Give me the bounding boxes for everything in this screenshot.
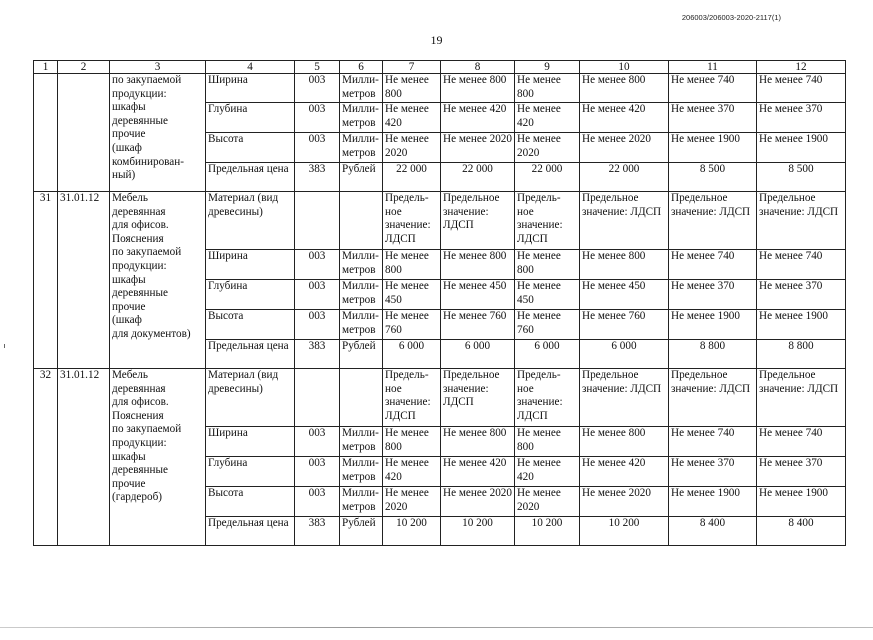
- value-cell-v12: 8 400: [757, 517, 846, 546]
- okpd-code: 31.01.12: [58, 369, 110, 546]
- value-cell-v11: Предельное значение: ЛДСП: [669, 192, 757, 250]
- value-cell-v12: Не менее 370: [757, 103, 846, 133]
- product-name-line: деревянные: [112, 114, 168, 127]
- value-cell-v12: Не менее 740: [757, 74, 846, 103]
- value-cell-v9: Не менее 2020: [515, 487, 580, 517]
- characteristic-name: Материал (вид древесины): [206, 369, 295, 427]
- value-cell-v8: 10 200: [441, 517, 515, 546]
- product-name-line: деревянная: [112, 205, 166, 218]
- value-cell-v7: 22 000: [383, 163, 441, 192]
- value-cell-v10: Не менее 760: [580, 310, 669, 340]
- value-cell-v9: Не менее 2020: [515, 133, 580, 163]
- value-cell-v11: Не менее 740: [669, 427, 757, 457]
- unit-name: Рублей: [340, 163, 383, 192]
- unit-name: Милли-метров: [340, 280, 383, 310]
- value-cell-v9: Не менее 450: [515, 280, 580, 310]
- table-body: [34, 74, 846, 546]
- unit-name: Милли-метров: [340, 310, 383, 340]
- value-cell-v11: 8 500: [669, 163, 757, 192]
- product-name-line: шкафы: [112, 450, 146, 463]
- row-number: [34, 74, 58, 192]
- table-row: [34, 74, 846, 103]
- value-cell-v9: Предель-ное значение: ЛДСП: [515, 369, 580, 427]
- row-number: 32: [34, 369, 58, 546]
- characteristic-name: Ширина: [206, 250, 295, 280]
- unit-name: Милли-метров: [340, 74, 383, 103]
- value-cell-v10: Не менее 800: [580, 74, 669, 103]
- unit-code: 383: [295, 340, 340, 369]
- value-cell-v8: Не менее 800: [441, 427, 515, 457]
- characteristic-name: Ширина: [206, 74, 295, 103]
- value-cell-v7: Не менее 2020: [383, 133, 441, 163]
- unit-name: Рублей: [340, 340, 383, 369]
- value-cell-v9: Не менее 760: [515, 310, 580, 340]
- value-cell-v10: 10 200: [580, 517, 669, 546]
- value-cell-v12: Не менее 370: [757, 280, 846, 310]
- value-cell-v11: Не менее 740: [669, 250, 757, 280]
- value-cell-v12: Не менее 740: [757, 427, 846, 457]
- value-cell-v11: Не менее 370: [669, 103, 757, 133]
- value-cell-v12: Предельное значение: ЛДСП: [757, 192, 846, 250]
- unit-name: Милли-метров: [340, 250, 383, 280]
- product-name: [110, 192, 206, 369]
- value-cell-v10: Предельное значение: ЛДСП: [580, 369, 669, 427]
- value-cell-v8: Не менее 760: [441, 310, 515, 340]
- page-number: 19: [430, 33, 443, 47]
- characteristic-name: Предельная цена: [206, 517, 295, 546]
- value-cell-v9: Не менее 420: [515, 103, 580, 133]
- characteristic-name: Высота: [206, 487, 295, 517]
- product-name-line: Пояснения: [112, 409, 164, 422]
- characteristics-table: [33, 60, 846, 546]
- unit-code: 383: [295, 163, 340, 192]
- col-header: 10: [580, 61, 669, 74]
- value-cell-v7: 10 200: [383, 517, 441, 546]
- col-header: 5: [295, 61, 340, 74]
- col-header: 8: [441, 61, 515, 74]
- value-cell-v12: Не менее 1900: [757, 133, 846, 163]
- characteristic-name: Материал (вид древесины): [206, 192, 295, 250]
- unit-code: 003: [295, 487, 340, 517]
- value-cell-v8: Не менее 2020: [441, 487, 515, 517]
- value-cell-v8: Предельное значение: ЛДСП: [441, 192, 515, 250]
- unit-name: Милли-метров: [340, 133, 383, 163]
- col-header: 4: [206, 61, 295, 74]
- unit-name: Рублей: [340, 517, 383, 546]
- value-cell-v11: Не менее 370: [669, 280, 757, 310]
- unit-name: Милли-метров: [340, 487, 383, 517]
- characteristic-name: Ширина: [206, 427, 295, 457]
- value-cell-v7: Предель-ное значение: ЛДСП: [383, 192, 441, 250]
- product-name-line: продукции:: [112, 436, 167, 449]
- value-cell-v7: Предель-ное значение: ЛДСП: [383, 369, 441, 427]
- column-number-row: [34, 61, 846, 74]
- okpd-code: [58, 74, 110, 192]
- unit-name: Милли-метров: [340, 103, 383, 133]
- unit-code: 003: [295, 103, 340, 133]
- product-name-line: прочие: [112, 128, 146, 141]
- col-header: 12: [757, 61, 846, 74]
- value-cell-v8: Не менее 800: [441, 74, 515, 103]
- unit-code: 003: [295, 74, 340, 103]
- value-cell-v10: Не менее 800: [580, 427, 669, 457]
- col-header: 1: [34, 61, 58, 74]
- characteristic-name: Глубина: [206, 457, 295, 487]
- value-cell-v11: Не менее 370: [669, 457, 757, 487]
- product-name: [110, 74, 206, 192]
- value-cell-v12: Предельное значение: ЛДСП: [757, 369, 846, 427]
- unit-code: 003: [295, 133, 340, 163]
- value-cell-v7: Не менее 800: [383, 74, 441, 103]
- product-name-line: для офисов.: [112, 396, 169, 409]
- unit-code: [295, 192, 340, 250]
- product-name-line: для офисов.: [112, 219, 169, 232]
- value-cell-v10: Не менее 2020: [580, 133, 669, 163]
- product-name-line: комбинирован-: [112, 155, 184, 168]
- unit-code: 383: [295, 517, 340, 546]
- unit-code: 003: [295, 310, 340, 340]
- product-name-line: для документов): [112, 327, 191, 340]
- product-name: [110, 369, 206, 546]
- value-cell-v9: 6 000: [515, 340, 580, 369]
- value-cell-v9: 10 200: [515, 517, 580, 546]
- value-cell-v8: Не менее 420: [441, 103, 515, 133]
- product-name-line: Мебель: [112, 369, 148, 381]
- value-cell-v12: 8 800: [757, 340, 846, 369]
- table-row: [34, 192, 846, 250]
- product-name-line: прочие: [112, 477, 146, 490]
- unit-code: [295, 369, 340, 427]
- value-cell-v7: Не менее 800: [383, 427, 441, 457]
- value-cell-v9: Не менее 800: [515, 427, 580, 457]
- value-cell-v10: Не менее 2020: [580, 487, 669, 517]
- characteristic-name: Глубина: [206, 280, 295, 310]
- value-cell-v11: Не менее 1900: [669, 487, 757, 517]
- row-number: 31: [34, 192, 58, 369]
- value-cell-v12: Не менее 1900: [757, 487, 846, 517]
- value-cell-v8: 6 000: [441, 340, 515, 369]
- characteristic-name: Предельная цена: [206, 340, 295, 369]
- product-name-line: шкафы: [112, 273, 146, 286]
- value-cell-v9: Предель-ное значение: ЛДСП: [515, 192, 580, 250]
- value-cell-v8: Предельное значение: ЛДСП: [441, 369, 515, 427]
- product-name-line: продукции:: [112, 259, 167, 272]
- product-name-line: Пояснения: [112, 232, 164, 245]
- value-cell-v12: Не менее 370: [757, 457, 846, 487]
- value-cell-v8: Не менее 450: [441, 280, 515, 310]
- unit-code: 003: [295, 427, 340, 457]
- product-name-line: продукции:: [112, 87, 167, 100]
- value-cell-v9: 22 000: [515, 163, 580, 192]
- product-name-line: по закупаемой: [112, 423, 182, 436]
- unit-code: 003: [295, 457, 340, 487]
- value-cell-v11: 8 800: [669, 340, 757, 369]
- col-header: 7: [383, 61, 441, 74]
- value-cell-v11: 8 400: [669, 517, 757, 546]
- unit-name: [340, 369, 383, 427]
- value-cell-v7: Не менее 800: [383, 250, 441, 280]
- product-name-line: шкафы: [112, 101, 146, 114]
- value-cell-v11: Не менее 740: [669, 74, 757, 103]
- characteristic-name: Глубина: [206, 103, 295, 133]
- scan-speck: [4, 344, 5, 348]
- product-name-line: прочие: [112, 300, 146, 313]
- value-cell-v9: Не менее 420: [515, 457, 580, 487]
- value-cell-v7: Не менее 2020: [383, 487, 441, 517]
- value-cell-v7: Не менее 420: [383, 457, 441, 487]
- value-cell-v10: 22 000: [580, 163, 669, 192]
- characteristic-name: Высота: [206, 133, 295, 163]
- value-cell-v11: Предельное значение: ЛДСП: [669, 369, 757, 427]
- value-cell-v11: Не менее 1900: [669, 133, 757, 163]
- product-name-line: деревянные: [112, 464, 168, 477]
- value-cell-v9: Не менее 800: [515, 250, 580, 280]
- col-header: 6: [340, 61, 383, 74]
- col-header: 2: [58, 61, 110, 74]
- value-cell-v10: Предельное значение: ЛДСП: [580, 192, 669, 250]
- product-name-line: деревянная: [112, 382, 166, 395]
- table-row: [34, 369, 846, 427]
- col-header: 9: [515, 61, 580, 74]
- value-cell-v7: Не менее 760: [383, 310, 441, 340]
- unit-code: 003: [295, 280, 340, 310]
- product-name-line: (гардероб): [112, 491, 162, 504]
- product-name-line: деревянные: [112, 287, 168, 300]
- value-cell-v7: 6 000: [383, 340, 441, 369]
- col-header: 3: [110, 61, 206, 74]
- value-cell-v8: Не менее 2020: [441, 133, 515, 163]
- product-name-line: (шкаф: [112, 314, 142, 327]
- unit-name: [340, 192, 383, 250]
- characteristic-name: Высота: [206, 310, 295, 340]
- unit-name: Милли-метров: [340, 427, 383, 457]
- value-cell-v10: Не менее 450: [580, 280, 669, 310]
- col-header: 11: [669, 61, 757, 74]
- value-cell-v8: Не менее 800: [441, 250, 515, 280]
- document-number: 206003/206003-2020-2117(1): [681, 13, 781, 22]
- product-name-line: ный): [112, 169, 136, 182]
- value-cell-v10: 6 000: [580, 340, 669, 369]
- scan-edge: [0, 627, 873, 628]
- unit-name: Милли-метров: [340, 457, 383, 487]
- value-cell-v12: Не менее 740: [757, 250, 846, 280]
- value-cell-v8: Не менее 420: [441, 457, 515, 487]
- value-cell-v10: Не менее 420: [580, 103, 669, 133]
- value-cell-v12: 8 500: [757, 163, 846, 192]
- characteristic-name: Предельная цена: [206, 163, 295, 192]
- unit-code: 003: [295, 250, 340, 280]
- value-cell-v10: Не менее 800: [580, 250, 669, 280]
- value-cell-v8: 22 000: [441, 163, 515, 192]
- product-name-line: (шкаф: [112, 141, 142, 154]
- product-name-line: по закупаемой: [112, 74, 182, 86]
- okpd-code: 31.01.12: [58, 192, 110, 369]
- product-name-line: по закупаемой: [112, 246, 182, 259]
- product-name-line: Мебель: [112, 192, 148, 204]
- value-cell-v10: Не менее 420: [580, 457, 669, 487]
- value-cell-v11: Не менее 1900: [669, 310, 757, 340]
- value-cell-v7: Не менее 450: [383, 280, 441, 310]
- value-cell-v7: Не менее 420: [383, 103, 441, 133]
- value-cell-v12: Не менее 1900: [757, 310, 846, 340]
- value-cell-v9: Не менее 800: [515, 74, 580, 103]
